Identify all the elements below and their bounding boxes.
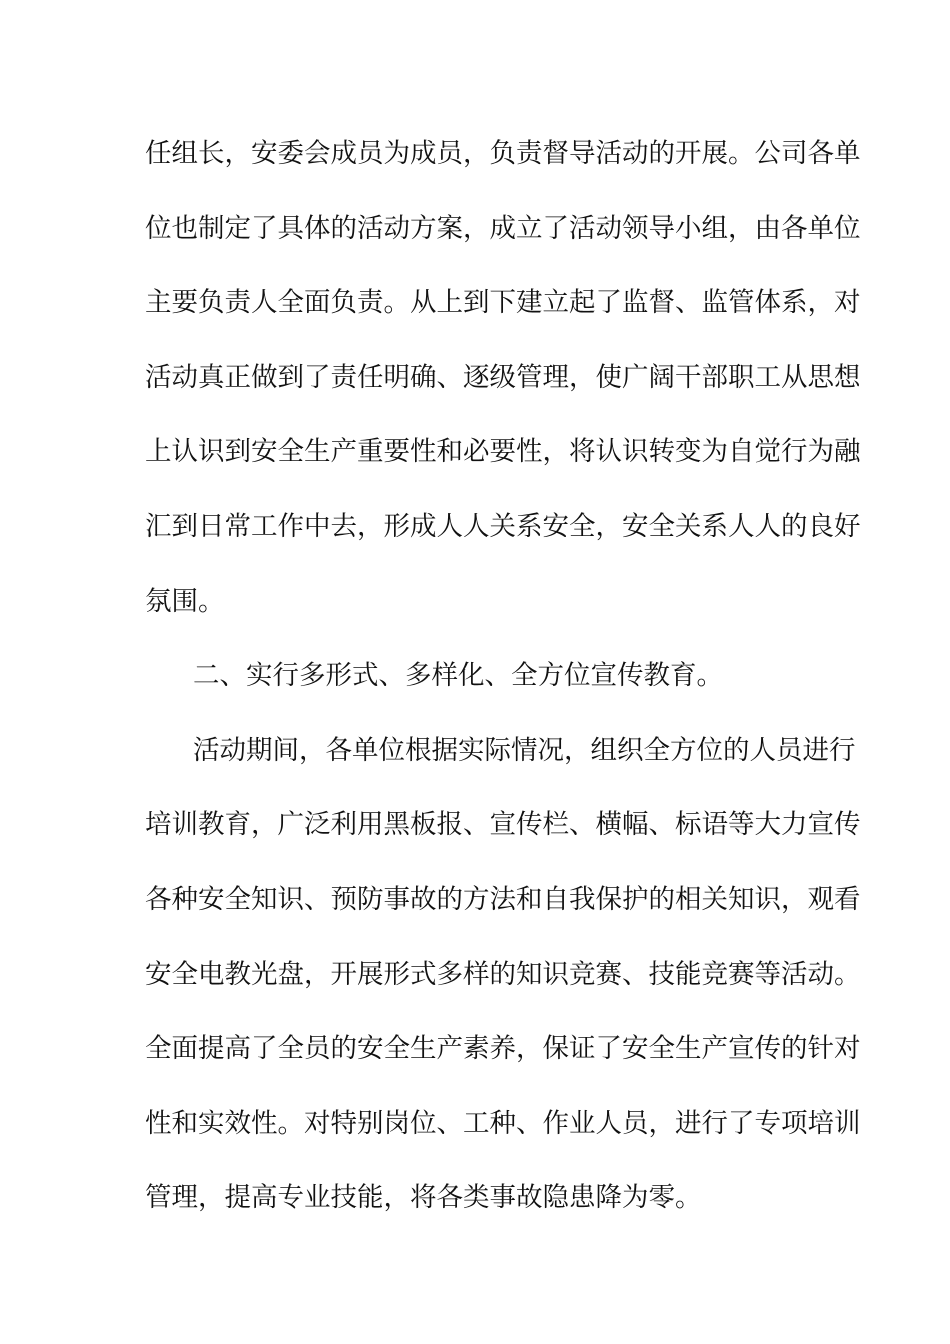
text-line: 各种安全知识、预防事故的方法和自我保护的相关知识，观看	[145, 883, 861, 915]
text-line: 任组长，安委会成员为成员，负责督导活动的开展。公司各单	[145, 138, 861, 169]
text-line: 主要负责人全面负责。从上到下建立起了监督、监管体系，对	[145, 287, 861, 319]
text-line: 性和实效性。对特别岗位、工种、作业人员，进行了专项培训	[145, 1107, 861, 1139]
text-line: 培训教育，广泛利用黑板报、宣传栏、横幅、标语等大力宣传	[145, 809, 861, 841]
paragraph-2	[145, 721, 861, 1243]
text-line: 全面提高了全员的安全生产素养，保证了安全生产宣传的针对	[145, 1033, 861, 1065]
text-line: 安全电教光盘，开展形式多样的知识竞赛、技能竞赛等活动。	[145, 958, 861, 990]
text-line: 氛围。	[145, 585, 225, 617]
text-line: 活动期间，各单位根据实际情况，组织全方位的人员进行	[193, 734, 856, 766]
paragraph-1	[145, 124, 861, 646]
text-line: 上认识到安全生产重要性和必要性，将认识转变为自觉行为融	[145, 436, 861, 468]
text-line: 管理，提高专业技能，将各类事故隐患降为零。	[145, 1182, 702, 1214]
text-line: 位也制定了具体的活动方案，成立了活动领导小组，由各单位	[145, 212, 861, 244]
text-line: 活动真正做到了责任明确、逐级管理，使广阔干部职工从思想	[145, 361, 861, 393]
text-line: 汇到日常工作中去，形成人人关系安全，安全关系人人的良好	[145, 510, 861, 542]
section-heading: 二、实行多形式、多样化、全方位宣传教育。	[193, 660, 723, 692]
body-text	[145, 124, 861, 1243]
